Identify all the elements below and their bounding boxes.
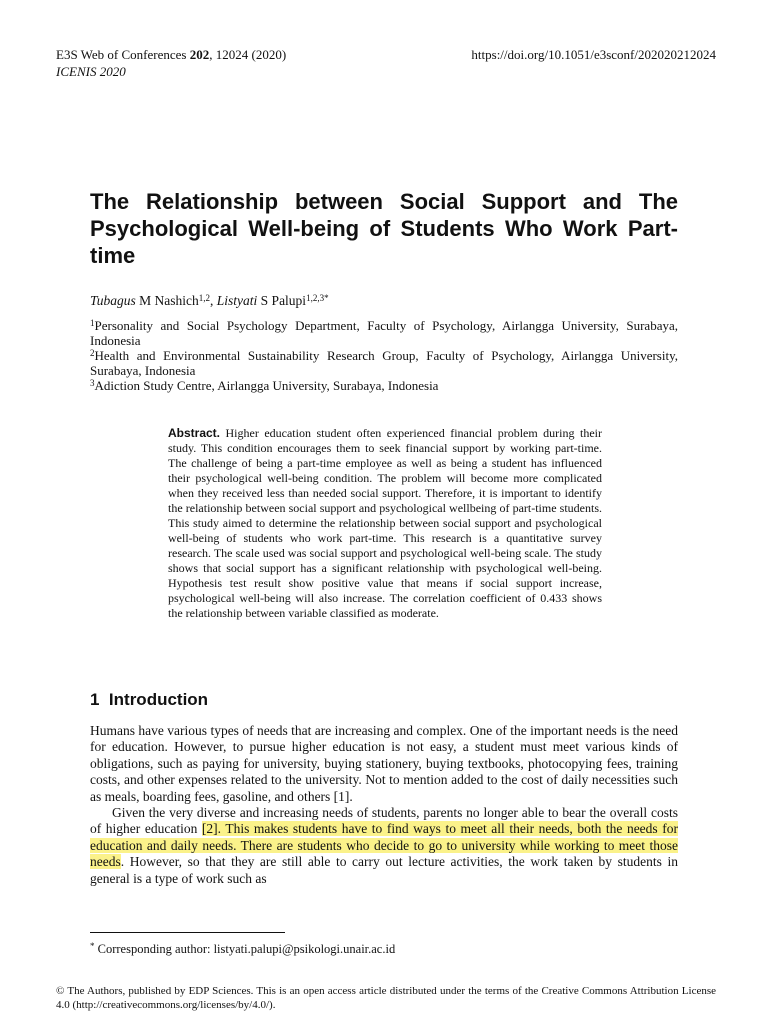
affiliation <box>90 378 678 393</box>
conference-name: ICENIS 2020 <box>56 64 126 79</box>
paragraph <box>90 805 678 887</box>
abstract-label: Abstract. <box>168 426 221 440</box>
footnote-text: Corresponding author: listyati.palupi@psikologi.unair.ac.id <box>94 942 396 956</box>
author-name-rest: M Nashich <box>135 293 199 308</box>
affiliation-number: 1 <box>90 318 95 328</box>
affiliation-list <box>90 318 678 393</box>
section-heading <box>90 690 208 710</box>
affiliation-text: Health and Environmental Sustainability Research Group, Faculty of Psychology, Airlangga University, Surabaya, Indonesia <box>90 348 678 378</box>
author-affil-marker: 1,2,3* <box>306 293 329 303</box>
author-given-name: Listyati <box>216 293 258 308</box>
highlighted-text[interactable]: [2]. This makes students have to find ways to meet all their needs, both the needs for education and daily needs. There are students who decide to go to university while working to meet those needs <box>90 821 678 870</box>
affiliation <box>90 318 678 348</box>
license-notice: © The Authors, published by EDP Sciences. This is an open access article distributed under the terms of the Creative Commons Attribution License 4.0 (http://creativecommons.org/licenses/by/4.0/). <box>56 985 716 1011</box>
abstract-text: Higher education student often experienced financial problem during their study. This condition encourages them to seek financial support by working part-time. The challenge of being a part-time employee as well as being a student has influenced their psychological well-being condition. The problem will become more complicated when they received less than needed social support. Therefore, it is important to identify the relationship between social support and psychological wellbeing of part-time students. This study aimed to determine the relationship between social support and psychological well-being of students who work part-time. This research is a quantitative survey research. The scale used was social support and psychological well-being scale. The study shows that social support has a significant relationship with psychological well-being. Hypothesis test result show positive value that means if social support increase, psychological well-being will also increase. The correlation coefficient of 0.433 shows the relationship between variable classified as moderate. <box>168 426 602 620</box>
author-list <box>90 293 329 309</box>
affiliation-text: Personality and Social Psychology Department, Faculty of Psychology, Airlangga University, Surabaya, Indonesia <box>90 318 678 348</box>
author <box>217 293 329 308</box>
footnote <box>90 942 395 957</box>
journal-citation <box>56 47 286 63</box>
author <box>90 293 217 308</box>
affiliation-text: Adiction Study Centre, Airlangga University, Surabaya, Indonesia <box>94 378 439 393</box>
abstract <box>168 426 602 621</box>
journal-name: E3S Web of Conferences <box>56 47 190 62</box>
footnote-divider <box>90 932 285 933</box>
affiliation <box>90 348 678 378</box>
affiliation-number: 3 <box>90 378 95 388</box>
author-separator: , <box>210 293 217 308</box>
paragraph: Humans have various types of needs that are increasing and complex. One of the important needs is the need for education. However, to pursue higher education is not easy, a student must meet various kinds of obligations, such as paying for university, buying stationery, buying textbooks, photocopying fees, training costs, and other expenses related to the university. Not to mention added to the cost of daily necessities such as meals, boarding fees, gasoline, and others [1]. <box>90 723 678 804</box>
paragraph-text: . However, so that they are still able to carry out lecture activities, the work taken by students in general is a type of work such as <box>90 854 678 886</box>
section-title: Introduction <box>108 690 209 709</box>
paper-title: The Relationship between Social Support and The Psychological Well-being of Students Who Work Part-time <box>90 189 678 268</box>
section-number: 1 <box>90 690 100 709</box>
author-name-rest: S Palupi <box>257 293 307 308</box>
journal-issue: , 12024 (2020) <box>209 47 287 62</box>
doi-link[interactable]: https://doi.org/10.1051/e3sconf/202020212024 <box>471 47 716 62</box>
author-affil-marker: 1,2 <box>198 293 211 303</box>
paragraph-text: Given the very diverse and increasing needs of students, parents no longer able to bear the overall costs of higher education <box>90 805 678 837</box>
body-text <box>90 723 678 887</box>
author-given-name: Tubagus <box>90 293 136 308</box>
footnote-mark: * <box>90 941 95 951</box>
affiliation-number: 2 <box>90 348 95 358</box>
journal-volume: 202 <box>189 47 210 62</box>
